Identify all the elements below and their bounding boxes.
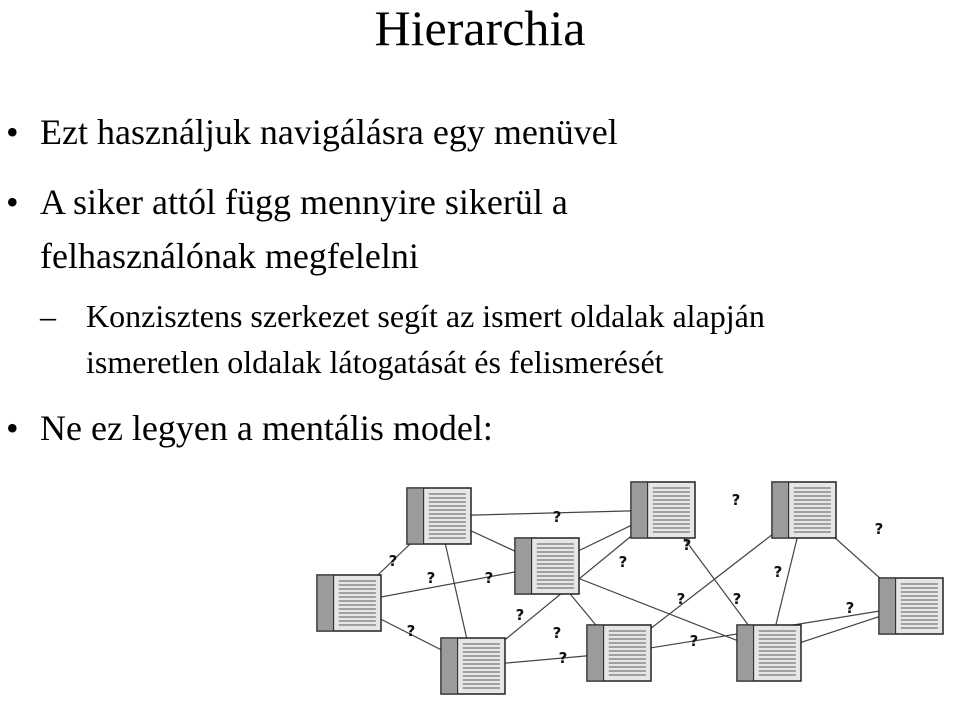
question-mark: ? — [676, 590, 686, 608]
sub-bullet-text: ismeretlen oldalak látogatását és felismerését — [86, 344, 664, 380]
question-mark: ? — [388, 552, 398, 570]
page-icon — [407, 488, 471, 544]
sub-bullet-text: Konzisztens szerkezet segít az ismert oldalak alapján — [86, 298, 765, 334]
question-mark: ? — [558, 649, 568, 667]
question-mark: ? — [426, 569, 436, 587]
bullet-marker: • — [6, 408, 19, 448]
question-mark: ? — [552, 624, 562, 642]
question-mark: ? — [845, 599, 855, 617]
page-title: Hierarchia — [374, 0, 586, 56]
connection-line — [547, 566, 769, 653]
page-icon — [631, 482, 695, 538]
question-mark: ? — [874, 520, 884, 538]
page-icon — [737, 625, 801, 681]
question-mark: ? — [484, 569, 494, 587]
page-icon — [587, 625, 651, 681]
question-mark: ? — [689, 632, 699, 650]
connection-line — [439, 510, 663, 516]
page-icons — [317, 482, 943, 694]
question-mark: ? — [732, 590, 742, 608]
bullet-marker: • — [6, 182, 19, 222]
question-mark: ? — [406, 622, 416, 640]
bullet-text: Ne ez legyen a mentális model: — [40, 408, 493, 448]
page-icon — [317, 575, 381, 631]
bullet-text: felhasználónak megfelelni — [40, 236, 419, 276]
page-icon — [515, 538, 579, 594]
page-icon — [441, 638, 505, 694]
question-mark: ? — [515, 606, 525, 624]
page-icon — [772, 482, 836, 538]
question-mark: ? — [773, 563, 783, 581]
sub-bullet-marker: – — [40, 298, 56, 334]
bullet-text: A siker attól függ mennyire sikerül a — [40, 182, 568, 222]
question-mark: ? — [731, 491, 741, 509]
question-mark: ? — [682, 536, 692, 554]
web-navigation-diagram — [305, 470, 955, 700]
question-mark: ? — [552, 508, 562, 526]
bullet-marker: • — [6, 112, 19, 152]
question-mark: ? — [618, 553, 628, 571]
bullet-text: Ezt használjuk navigálásra egy menüvel — [40, 112, 618, 152]
page-icon — [879, 578, 943, 634]
